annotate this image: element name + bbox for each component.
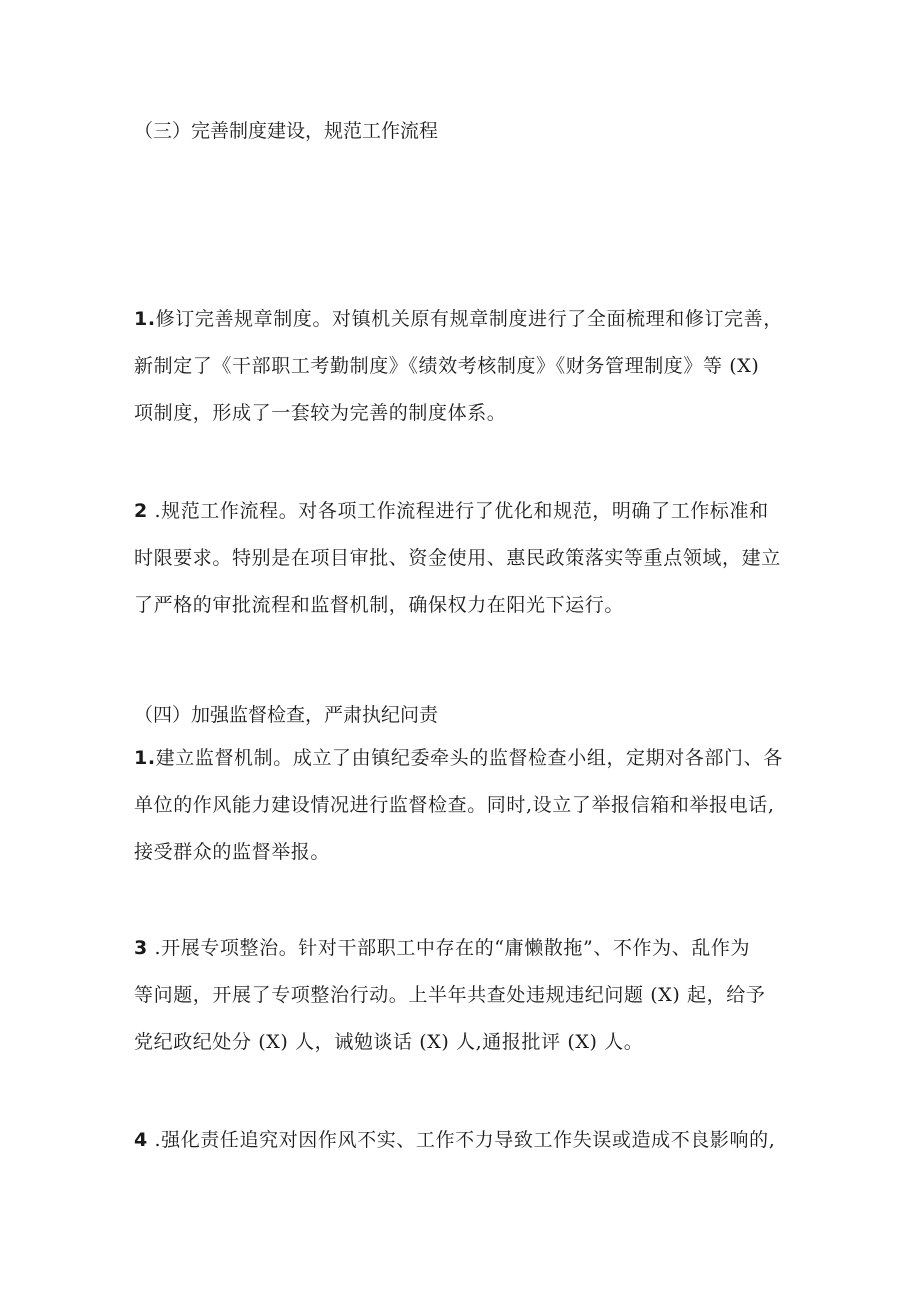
paragraph-line: 时限要求。特别是在项目审批、资金使用、惠民政策落实等重点领域，建立 xyxy=(134,547,781,569)
section-3-heading: （三）完善制度建设，规范工作流程 xyxy=(134,120,439,142)
section-3-item-2 xyxy=(134,488,790,629)
paragraph-line: 项制度，形成了一套较为完善的制度体系。 xyxy=(134,402,507,424)
section-4-item-3 xyxy=(134,925,790,1066)
paragraph-line: 2 .规范工作流程。对各项工作流程进行了优化和规范，明确了工作标准和 xyxy=(134,500,769,522)
item-number: 4 xyxy=(134,1129,148,1151)
paragraph-line: 3 .开展专项整治。针对干部职工中存在的“庸懒散拖”、不作为、乱作为 xyxy=(134,937,751,959)
item-number: 1. xyxy=(134,308,156,330)
paragraph-line: 新制定了《干部职工考勤制度》《绩效考核制度》《财务管理制度》等 (X) xyxy=(134,355,760,377)
item-number: 3 xyxy=(134,937,148,959)
section-4-item-4 xyxy=(134,1117,790,1164)
paragraph-line: 等问题，开展了专项整治行动。上半年共查处违规违纪问题 (X) 起，给予 xyxy=(134,984,766,1006)
paragraph-line: 4 .强化责任追究对因作风不实、工作不力导致工作失误或造成不良影响的, xyxy=(134,1129,776,1151)
section-4-item-1 xyxy=(134,735,790,876)
paragraph-line: 1.建立监督机制。成立了由镇纪委牵头的监督检查小组，定期对各部门、各 xyxy=(134,747,783,769)
item-number: 1. xyxy=(134,747,156,769)
paragraph-line: 接受群众的监督举报。 xyxy=(134,841,331,863)
paragraph-line: 单位的作风能力建设情况进行监督检查。同时,设立了举报信箱和举报电话, xyxy=(134,794,775,816)
paragraph-line: 了严格的审批流程和监督机制，确保权力在阳光下运行。 xyxy=(134,594,625,616)
paragraph-line: 1.修订完善规章制度。对镇机关原有规章制度进行了全面梳理和修订完善， xyxy=(134,308,783,330)
paragraph-line: 党纪政纪处分 (X) 人，诫勉谈话 (X) 人,通报批评 (X) 人。 xyxy=(134,1031,644,1053)
item-number: 2 xyxy=(134,500,148,522)
section-3-item-1 xyxy=(134,296,790,437)
section-4-heading: （四）加强监督检查，严肃执纪问责 xyxy=(134,704,439,726)
